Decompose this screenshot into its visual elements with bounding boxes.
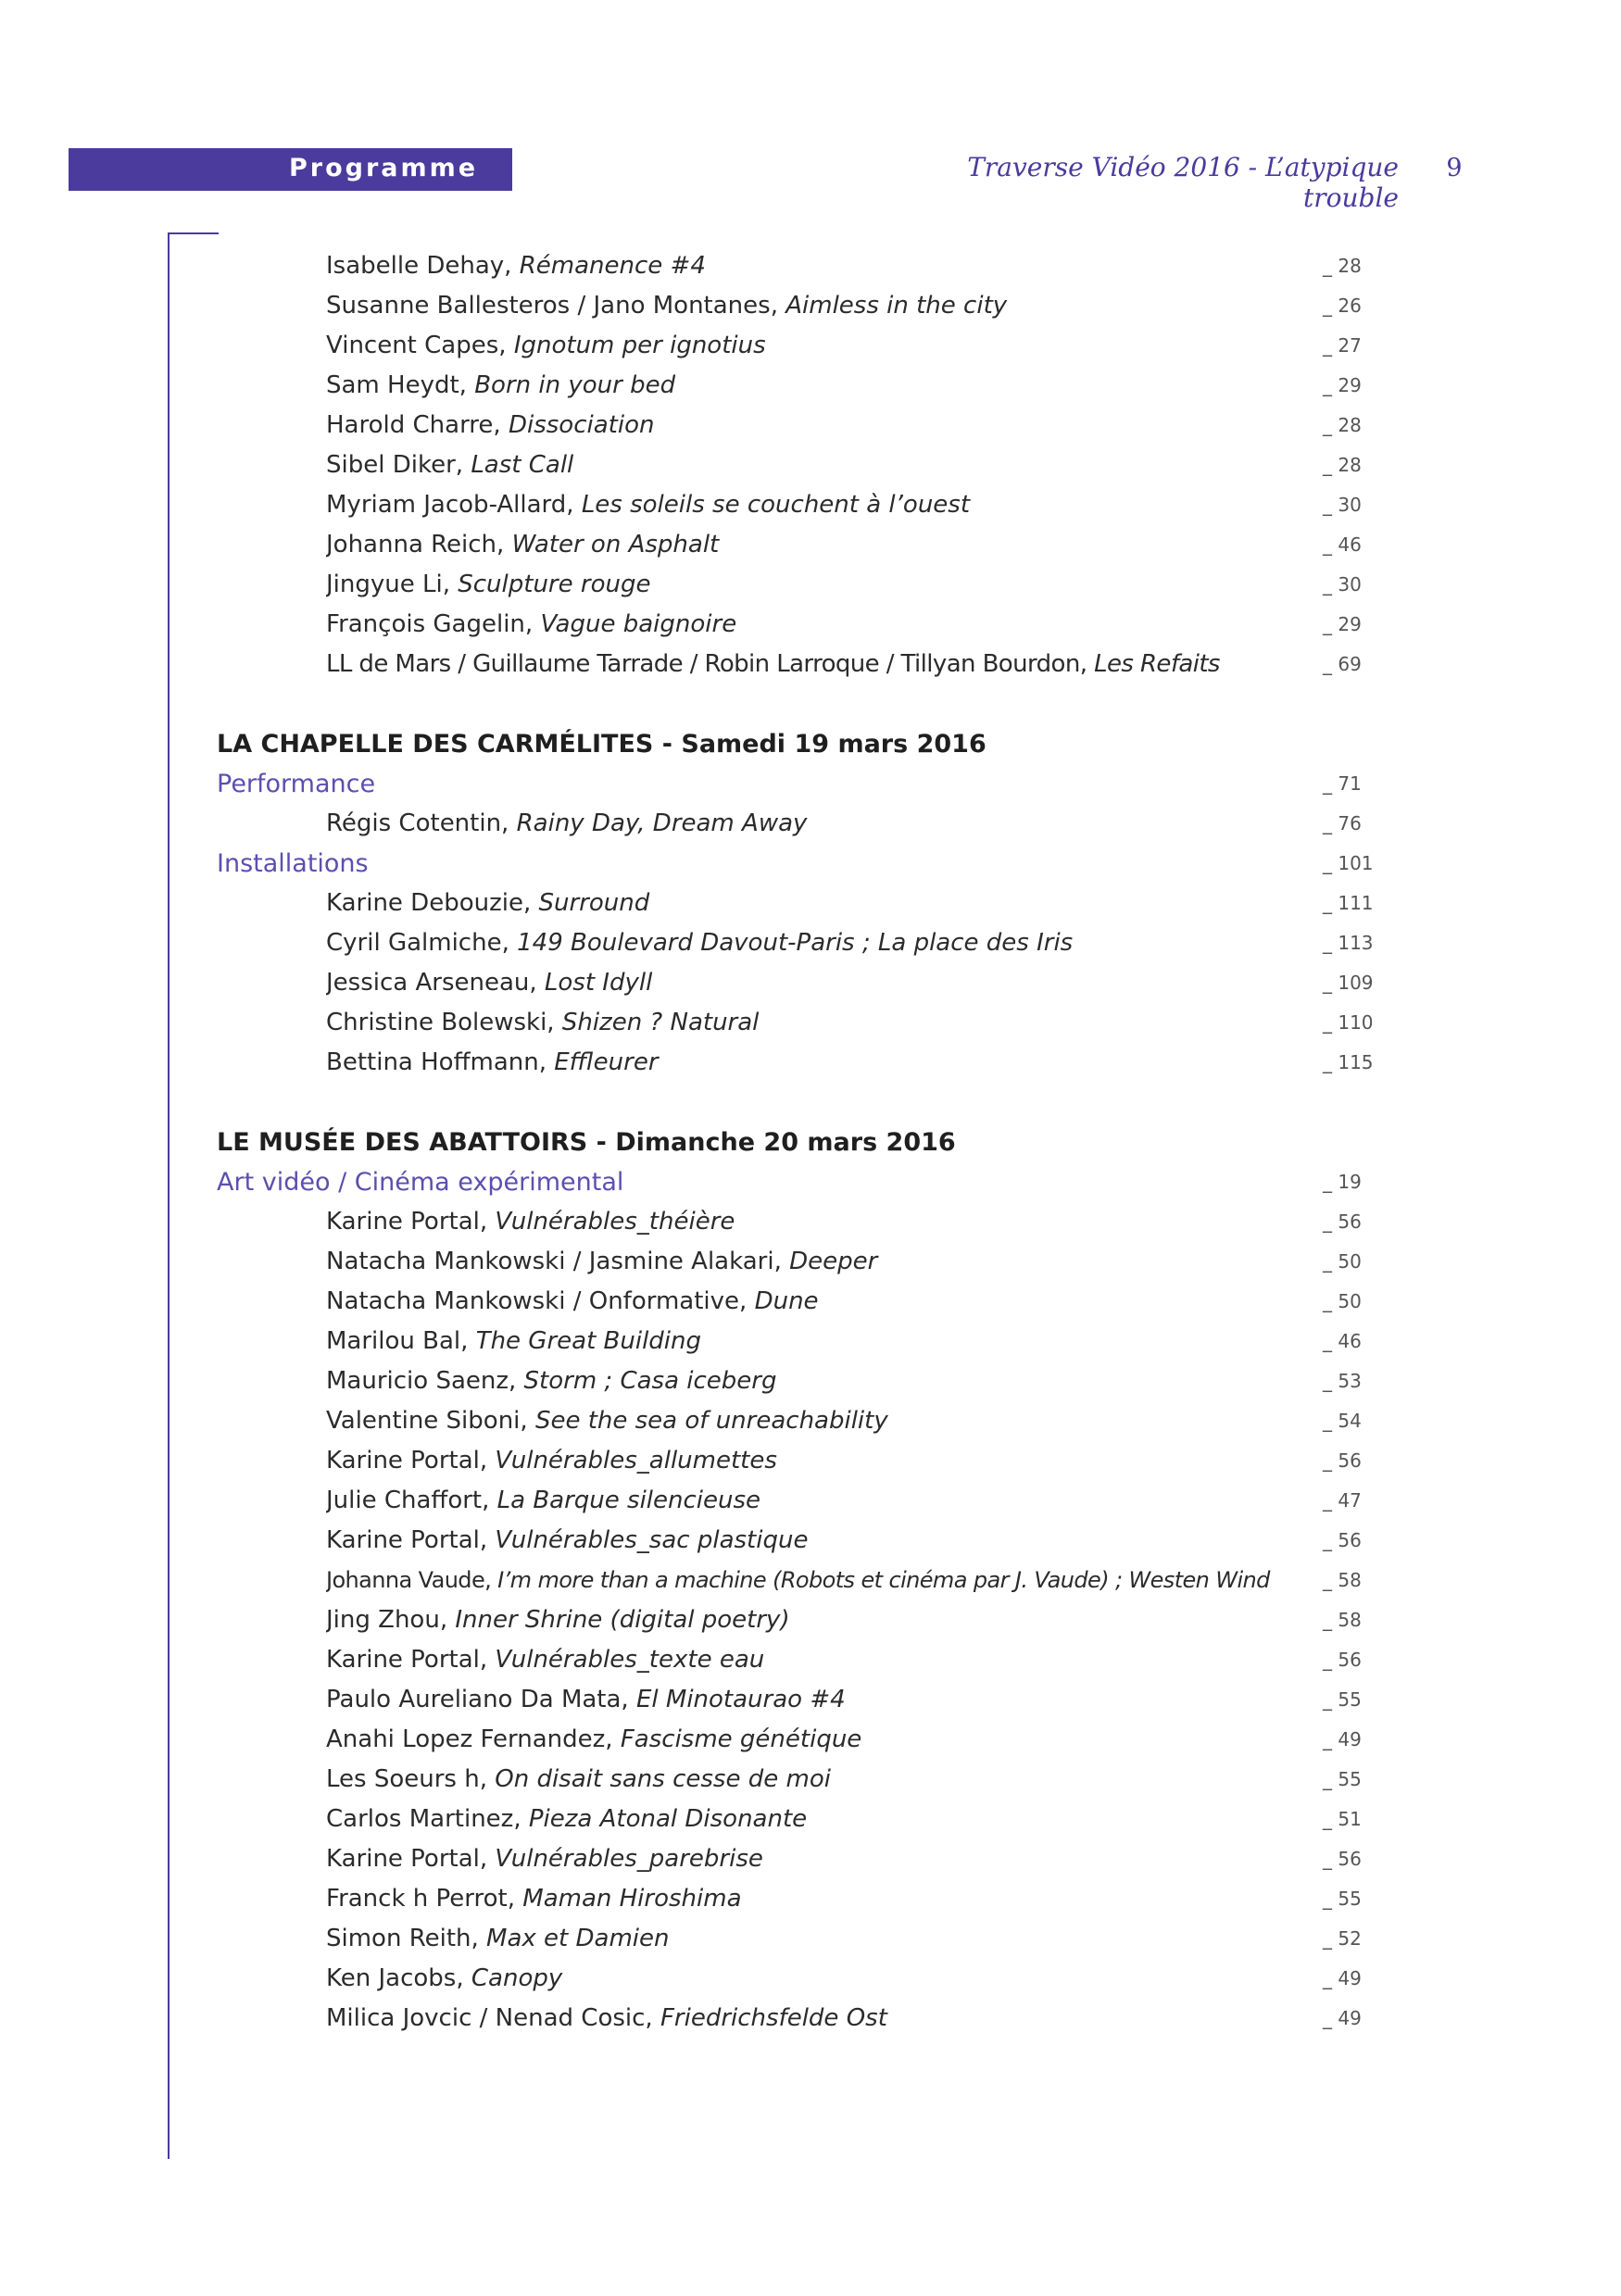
- work-title: Vague baignoire: [540, 610, 737, 638]
- list-item: [0, 963, 1621, 1003]
- artist-name: Julie Chaffort,: [326, 1487, 497, 1514]
- artist-name: Paulo Aureliano Da Mata,: [326, 1686, 636, 1713]
- work-title: Dune: [754, 1287, 819, 1315]
- artist-name: Bettina Hoffmann,: [326, 1048, 555, 1076]
- list-item: [0, 605, 1621, 645]
- work-title: Vulnérables_théière: [495, 1208, 735, 1236]
- artist-name: François Gagelin,: [326, 610, 541, 638]
- list-item: [0, 406, 1621, 445]
- category-label: Installations: [217, 849, 369, 878]
- list-item: [0, 1959, 1621, 1999]
- list-item: [0, 1800, 1621, 1839]
- artist-name: Vincent Capes,: [326, 332, 514, 359]
- section-heading: [0, 1123, 1621, 1162]
- artist-name: Carlos Martinez,: [326, 1805, 529, 1833]
- page-reference: _ 30: [1323, 494, 1362, 516]
- list-item: [0, 1879, 1621, 1919]
- artist-name: Karine Portal,: [326, 1447, 496, 1474]
- page-reference: _ 26: [1323, 295, 1362, 317]
- category-row: [0, 844, 1621, 884]
- artist-name: Régis Cotentin,: [326, 809, 517, 837]
- list-item: [0, 1680, 1621, 1720]
- work-title: See the sea of unreachability: [534, 1407, 888, 1435]
- page-reference: _ 69: [1323, 653, 1362, 675]
- page-reference: _ 56: [1323, 1449, 1362, 1472]
- work-title: Inner Shrine (digital poetry): [455, 1606, 790, 1634]
- list-item: [0, 1839, 1621, 1879]
- page-reference: _ 46: [1323, 1330, 1362, 1352]
- page-number: 9: [1446, 154, 1463, 182]
- artist-name: Mauricio Saenz,: [326, 1367, 524, 1395]
- work-title: El Minotaurao #4: [635, 1686, 846, 1713]
- header-label: Programme: [289, 154, 479, 182]
- page-reference: _ 71: [1323, 772, 1362, 795]
- page-reference: _ 56: [1323, 1529, 1362, 1551]
- work-title: Fascisme génétique: [620, 1725, 862, 1753]
- page-reference: _ 56: [1323, 1211, 1362, 1233]
- list-item: [0, 804, 1621, 844]
- page-reference: _ 29: [1323, 374, 1362, 396]
- page-reference: _ 58: [1323, 1569, 1362, 1591]
- list-item: [0, 1481, 1621, 1521]
- list-item: [0, 525, 1621, 565]
- work-title: Effleurer: [554, 1048, 659, 1076]
- page-reference: _ 110: [1323, 1011, 1374, 1034]
- list-item: [0, 445, 1621, 485]
- artist-name: Franck h Perrot,: [326, 1885, 523, 1913]
- list-item: [0, 1600, 1621, 1640]
- page-reference: _ 50: [1323, 1290, 1362, 1312]
- work-title: The Great Building: [475, 1327, 702, 1355]
- page-reference: _ 50: [1323, 1250, 1362, 1273]
- artist-name: Karine Portal,: [326, 1646, 496, 1674]
- artist-name: Karine Portal,: [326, 1526, 496, 1554]
- page-reference: _ 111: [1323, 892, 1374, 914]
- page-reference: _ 47: [1323, 1489, 1362, 1512]
- page-reference: _ 28: [1323, 454, 1362, 476]
- artist-name: Jingyue Li,: [326, 571, 459, 598]
- work-title: Friedrichsfelde Ost: [660, 2004, 887, 2032]
- section-heading: [0, 724, 1621, 764]
- category-label: Performance: [217, 770, 376, 798]
- work-title: I’m more than a machine (Robots et cinéma par J. Vaude) ; Westen Wind: [497, 1567, 1270, 1593]
- section-title: LA CHAPELLE DES CARMÉLITES - Samedi 19 mars 2016: [217, 730, 986, 759]
- page-reference: _ 113: [1323, 932, 1374, 954]
- page-reference: _ 27: [1323, 334, 1362, 357]
- list-item: [0, 1760, 1621, 1800]
- list-item: [0, 1202, 1621, 1242]
- frame-rule-horizontal: [168, 232, 219, 234]
- work-title: Dissociation: [508, 411, 655, 439]
- work-title: Vulnérables_allumettes: [495, 1447, 777, 1474]
- page-reference: _ 53: [1323, 1370, 1362, 1392]
- work-title: Lost Idyll: [544, 969, 653, 997]
- list-item: [0, 923, 1621, 963]
- work-title: Les Refaits: [1094, 650, 1220, 678]
- list-item: [0, 1043, 1621, 1083]
- list-item: [0, 1521, 1621, 1561]
- page-reference: _ 109: [1323, 972, 1374, 994]
- list-item: [0, 645, 1621, 684]
- work-title: Storm ; Casa iceberg: [523, 1367, 777, 1395]
- work-title: Water on Asphalt: [511, 531, 720, 558]
- work-title: Last Call: [471, 451, 574, 479]
- page-reference: _ 30: [1323, 573, 1362, 596]
- header-bar: [69, 148, 512, 191]
- page-reference: _ 55: [1323, 1688, 1362, 1711]
- page-reference: _ 29: [1323, 613, 1362, 635]
- list-item: [0, 1242, 1621, 1282]
- page-reference: _ 56: [1323, 1848, 1362, 1870]
- page-reference: _ 28: [1323, 255, 1362, 277]
- artist-name: Christine Bolewski,: [326, 1009, 562, 1036]
- list-item: [0, 1561, 1621, 1600]
- artist-name: Myriam Jacob-Allard,: [326, 491, 582, 519]
- work-title: 149 Boulevard Davout-Paris ; La place des Iris: [517, 929, 1074, 957]
- work-title: Maman Hiroshima: [522, 1885, 742, 1913]
- page-reference: _ 101: [1323, 852, 1374, 874]
- list-item: [0, 1322, 1621, 1361]
- list-item: [0, 565, 1621, 605]
- page-reference: _ 76: [1323, 812, 1362, 834]
- artist-name: Johanna Vaude,: [326, 1567, 498, 1593]
- artist-name: Milica Jovcic / Nenad Cosic,: [326, 2004, 660, 2032]
- page-reference: _ 49: [1323, 1967, 1362, 1989]
- list-item: [0, 246, 1621, 286]
- artist-name: Ken Jacobs,: [326, 1964, 471, 1992]
- artist-name: Simon Reith,: [326, 1925, 487, 1952]
- page-reference: _ 49: [1323, 2007, 1362, 2029]
- artist-name: Karine Debouzie,: [326, 889, 539, 917]
- list-item: [0, 1361, 1621, 1401]
- work-title: Canopy: [471, 1964, 563, 1992]
- list-item: [0, 485, 1621, 525]
- page-reference: _ 55: [1323, 1768, 1362, 1790]
- page-reference: _ 49: [1323, 1728, 1362, 1750]
- list-item: [0, 1003, 1621, 1043]
- page-reference: _ 58: [1323, 1609, 1362, 1631]
- category-label: Art vidéo / Cinéma expérimental: [217, 1168, 624, 1197]
- list-item: [0, 1282, 1621, 1322]
- page-reference: _ 19: [1323, 1171, 1362, 1193]
- artist-name: Anahi Lopez Fernandez,: [326, 1725, 621, 1753]
- work-title: Born in your bed: [474, 371, 676, 399]
- list-item: [0, 1401, 1621, 1441]
- work-title: Vulnérables_parebrise: [495, 1845, 763, 1873]
- list-item: [0, 884, 1621, 923]
- artist-name: Isabelle Dehay,: [326, 252, 520, 280]
- artist-name: Sibel Diker,: [326, 451, 471, 479]
- artist-name: Marilou Bal,: [326, 1327, 476, 1355]
- work-title: La Barque silencieuse: [496, 1487, 761, 1514]
- work-title: Les soleils se couchent à l’ouest: [581, 491, 971, 519]
- artist-name: Sam Heydt,: [326, 371, 475, 399]
- artist-name: Les Soeurs h,: [326, 1765, 496, 1793]
- list-item: [0, 366, 1621, 406]
- page-reference: _ 54: [1323, 1410, 1362, 1432]
- list-item: [0, 326, 1621, 366]
- work-title: Shizen ? Natural: [561, 1009, 760, 1036]
- work-title: Rainy Day, Dream Away: [516, 809, 808, 837]
- running-title: Traverse Vidéo 2016 - L’atypique trouble: [967, 152, 1399, 213]
- work-title: Ignotum per ignotius: [513, 332, 766, 359]
- work-title: Rémanence #4: [519, 252, 706, 280]
- page-reference: _ 55: [1323, 1888, 1362, 1910]
- page-reference: _ 46: [1323, 533, 1362, 556]
- list-item: [0, 1441, 1621, 1481]
- artist-name: Johanna Reich,: [326, 531, 512, 558]
- work-title: Vulnérables_texte eau: [495, 1646, 765, 1674]
- work-title: Sculpture rouge: [458, 571, 651, 598]
- artist-name: LL de Mars / Guillaume Tarrade / Robin Larroque / Tillyan Bourdon,: [326, 650, 1095, 678]
- artist-name: Jessica Arseneau,: [326, 969, 545, 997]
- page-reference: _ 115: [1323, 1051, 1374, 1073]
- section-title: LE MUSÉE DES ABATTOIRS - Dimanche 20 mars 2016: [217, 1128, 956, 1157]
- page-reference: _ 28: [1323, 414, 1362, 436]
- artist-name: Natacha Mankowski / Jasmine Alakari,: [326, 1248, 790, 1275]
- list-item: [0, 1919, 1621, 1959]
- work-title: Aimless in the city: [785, 292, 1008, 320]
- category-row: [0, 1162, 1621, 1202]
- page-reference: _ 52: [1323, 1927, 1362, 1950]
- list-item: [0, 1999, 1621, 2039]
- artist-name: Karine Portal,: [326, 1845, 496, 1873]
- list-item: [0, 1640, 1621, 1680]
- work-title: Max et Damien: [486, 1925, 670, 1952]
- artist-name: Jing Zhou,: [326, 1606, 456, 1634]
- artist-name: Karine Portal,: [326, 1208, 496, 1236]
- work-title: Pieza Atonal Disonante: [528, 1805, 808, 1833]
- artist-name: Cyril Galmiche,: [326, 929, 518, 957]
- work-title: On disait sans cesse de moi: [495, 1765, 831, 1793]
- category-row: [0, 764, 1621, 804]
- list-item: [0, 1720, 1621, 1760]
- work-title: Surround: [538, 889, 650, 917]
- artist-name: Susanne Ballesteros / Jano Montanes,: [326, 292, 786, 320]
- list-item: [0, 286, 1621, 326]
- artist-name: Natacha Mankowski / Onformative,: [326, 1287, 755, 1315]
- artist-name: Harold Charre,: [326, 411, 509, 439]
- work-title: Deeper: [789, 1248, 878, 1275]
- artist-name: Valentine Siboni,: [326, 1407, 535, 1435]
- work-title: Vulnérables_sac plastique: [495, 1526, 809, 1554]
- page-reference: _ 56: [1323, 1649, 1362, 1671]
- page-reference: _ 51: [1323, 1808, 1362, 1830]
